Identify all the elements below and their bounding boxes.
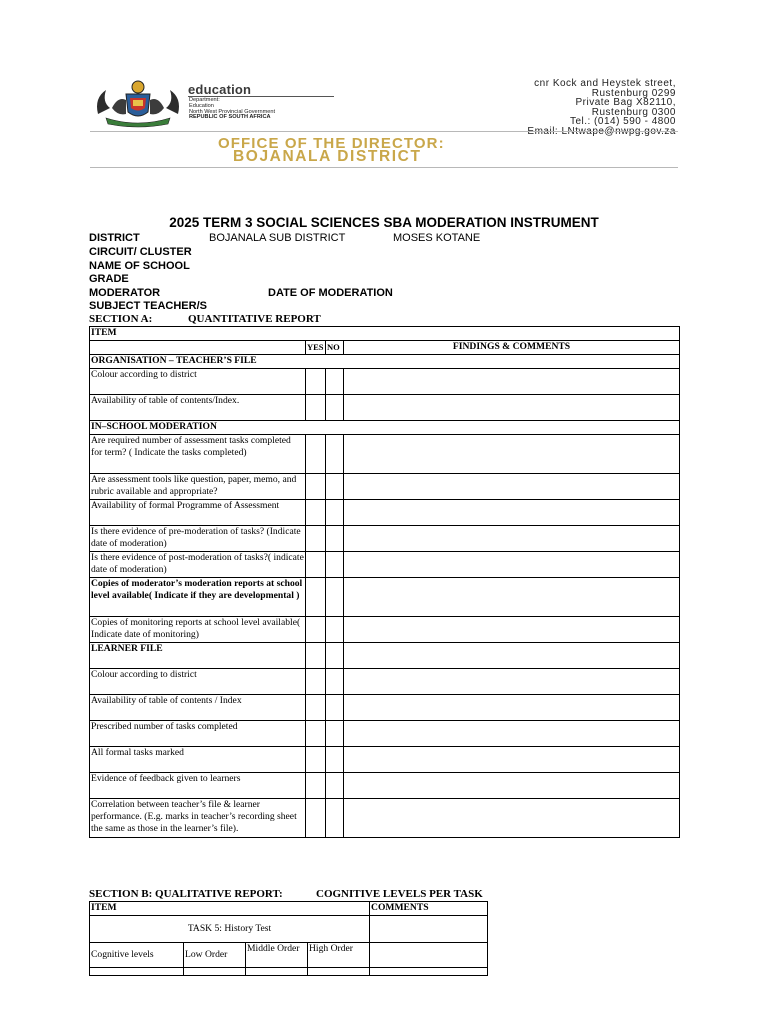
comment-cell[interactable]: [344, 669, 680, 695]
no-header: NO: [326, 341, 344, 355]
qualitative-report-table: [89, 901, 488, 976]
section-b-title: COGNITIVE LEVELS PER TASK: [316, 888, 483, 900]
yes-header: YES: [306, 341, 326, 355]
section-heading: IN–SCHOOL MODERATION: [90, 421, 680, 435]
item-label: Is there evidence of post-moderation of tasks?( indicate date of moderation): [90, 552, 306, 578]
item-header: ITEM: [90, 902, 370, 916]
no-cell[interactable]: [326, 474, 344, 500]
district-title: BOJANALA DISTRICT: [233, 148, 422, 165]
section-heading: LEARNER FILE: [90, 643, 306, 669]
low-order-label: Low Order: [184, 943, 246, 968]
address-line: Email: LNtwape@nwpg.gov.za: [527, 125, 676, 137]
comment-cell[interactable]: [344, 617, 680, 643]
no-cell[interactable]: [326, 669, 344, 695]
dept-line: Education: [189, 102, 214, 109]
comment-cell[interactable]: [344, 395, 680, 421]
yes-cell[interactable]: [306, 435, 326, 474]
comment-cell[interactable]: [344, 552, 680, 578]
item-label: Are required number of assessment tasks completed for term? ( Indicate the tasks completed): [90, 435, 306, 474]
comment-cell[interactable]: [344, 578, 680, 617]
header-divider: [90, 167, 678, 168]
middle-order-label: Middle Order: [246, 943, 308, 968]
dept-line: Department:: [189, 97, 220, 103]
header-blank-cell: [90, 341, 306, 355]
high-order-label: High Order: [308, 943, 370, 968]
dept-line: REPUBLIC OF SOUTH AFRICA: [189, 114, 271, 121]
item-label: All formal tasks marked: [90, 747, 306, 773]
no-cell[interactable]: [326, 395, 344, 421]
no-cell[interactable]: [326, 526, 344, 552]
comment-cell[interactable]: [370, 916, 488, 943]
district-label: DISTRICT: [89, 232, 140, 244]
findings-header: FINDINGS & COMMENTS: [344, 341, 680, 355]
address-line: Rustenburg 0300: [591, 106, 676, 118]
item-label: Correlation between teacher’s file & learner performance. (E.g. marks in teacher’s recording sheet the same as those in the learner’s file).: [90, 799, 306, 838]
yes-cell[interactable]: [306, 643, 326, 669]
yes-cell[interactable]: [306, 695, 326, 721]
department-lines: [189, 98, 275, 121]
no-cell[interactable]: [326, 643, 344, 669]
comment-cell[interactable]: [344, 435, 680, 474]
district-value-2: MOSES KOTANE: [393, 232, 481, 244]
yes-cell[interactable]: [306, 799, 326, 838]
yes-cell[interactable]: [306, 526, 326, 552]
grade-label: GRADE: [89, 273, 129, 285]
no-cell[interactable]: [326, 747, 344, 773]
no-cell[interactable]: [326, 695, 344, 721]
district-value: BOJANALA SUB DISTRICT: [209, 232, 346, 244]
yes-cell[interactable]: [306, 669, 326, 695]
task-label: TASK 5: History Test: [90, 916, 370, 943]
blank-cell[interactable]: [184, 968, 246, 976]
address-line: Private Bag X82110,: [575, 97, 676, 109]
item-label: Colour according to district: [90, 669, 306, 695]
comment-cell[interactable]: [344, 369, 680, 395]
document-title: 2025 TERM 3 SOCIAL SCIENCES SBA MODERATION INSTRUMENT: [169, 215, 599, 230]
section-b-label: SECTION B: QUALITATIVE REPORT:: [89, 888, 283, 900]
item-label: Is there evidence of pre-moderation of tasks? (Indicate date of moderation): [90, 526, 306, 552]
yes-cell[interactable]: [306, 369, 326, 395]
comment-cell[interactable]: [344, 474, 680, 500]
yes-cell[interactable]: [306, 578, 326, 617]
yes-cell[interactable]: [306, 395, 326, 421]
yes-cell[interactable]: [306, 721, 326, 747]
comment-cell[interactable]: [344, 500, 680, 526]
no-cell[interactable]: [326, 773, 344, 799]
school-label: NAME OF SCHOOL: [89, 260, 190, 272]
item-label: Availability of table of contents/Index.: [90, 395, 306, 421]
blank-cell[interactable]: [308, 968, 370, 976]
cognitive-levels-label: Cognitive levels: [90, 943, 184, 968]
comment-cell[interactable]: [370, 943, 488, 968]
blank-cell[interactable]: [370, 968, 488, 976]
header-divider: [90, 131, 678, 132]
yes-cell[interactable]: [306, 617, 326, 643]
item-label: Are assessment tools like question, paper, memo, and rubric available and appropriate?: [90, 474, 306, 500]
circuit-label: CIRCUIT/ CLUSTER: [89, 246, 192, 258]
address-block: [527, 79, 676, 137]
item-label: Colour according to district: [90, 369, 306, 395]
coat-of-arms-icon: [92, 78, 184, 128]
yes-cell[interactable]: [306, 747, 326, 773]
brand-wordmark: education: [188, 82, 252, 97]
item-label: Availability of table of contents / Index: [90, 695, 306, 721]
office-title: OFFICE OF THE DIRECTOR:: [218, 135, 445, 152]
item-header: ITEM: [90, 327, 680, 341]
moderator-label: MODERATOR: [89, 287, 161, 299]
address-line: Rustenburg 0299: [591, 87, 676, 99]
comment-cell[interactable]: [344, 526, 680, 552]
blank-cell[interactable]: [90, 968, 184, 976]
no-cell[interactable]: [326, 369, 344, 395]
no-cell[interactable]: [326, 578, 344, 617]
no-cell[interactable]: [326, 500, 344, 526]
comment-cell[interactable]: [344, 799, 680, 838]
item-label: Prescribed number of tasks completed: [90, 721, 306, 747]
section-a-label: SECTION A:: [89, 313, 153, 325]
item-label: Evidence of feedback given to learners: [90, 773, 306, 799]
comment-cell[interactable]: [344, 643, 680, 669]
item-label: Availability of formal Programme of Assessment: [90, 500, 306, 526]
section-heading: ORGANISATION – TEACHER’S FILE: [90, 355, 680, 369]
item-label: Copies of moderator’s moderation reports at school level available( Indicate if they are developmental ): [90, 578, 306, 617]
no-cell[interactable]: [326, 552, 344, 578]
blank-cell[interactable]: [246, 968, 308, 976]
dept-line: North West Provincial Government: [189, 108, 276, 115]
comment-cell[interactable]: [344, 747, 680, 773]
subject-teacher-label: SUBJECT TEACHER/S: [89, 300, 207, 312]
quantitative-report-table: [89, 326, 680, 838]
yes-cell[interactable]: [306, 773, 326, 799]
address-line: cnr Kock and Heystek street,: [534, 78, 676, 89]
no-cell[interactable]: [326, 799, 344, 838]
section-a-title: QUANTITATIVE REPORT: [188, 313, 321, 325]
no-cell[interactable]: [326, 435, 344, 474]
comment-cell[interactable]: [344, 721, 680, 747]
date-of-moderation-label: DATE OF MODERATION: [268, 287, 393, 299]
yes-cell[interactable]: [306, 552, 326, 578]
yes-cell[interactable]: [306, 500, 326, 526]
item-label: Copies of monitoring reports at school level available( Indicate date of monitoring): [90, 617, 306, 643]
no-cell[interactable]: [326, 721, 344, 747]
comment-cell[interactable]: [344, 773, 680, 799]
address-line: Tel.: (014) 590 - 4800: [569, 116, 676, 128]
comments-header: COMMENTS: [370, 902, 488, 916]
yes-cell[interactable]: [306, 474, 326, 500]
comment-cell[interactable]: [344, 695, 680, 721]
no-cell[interactable]: [326, 617, 344, 643]
